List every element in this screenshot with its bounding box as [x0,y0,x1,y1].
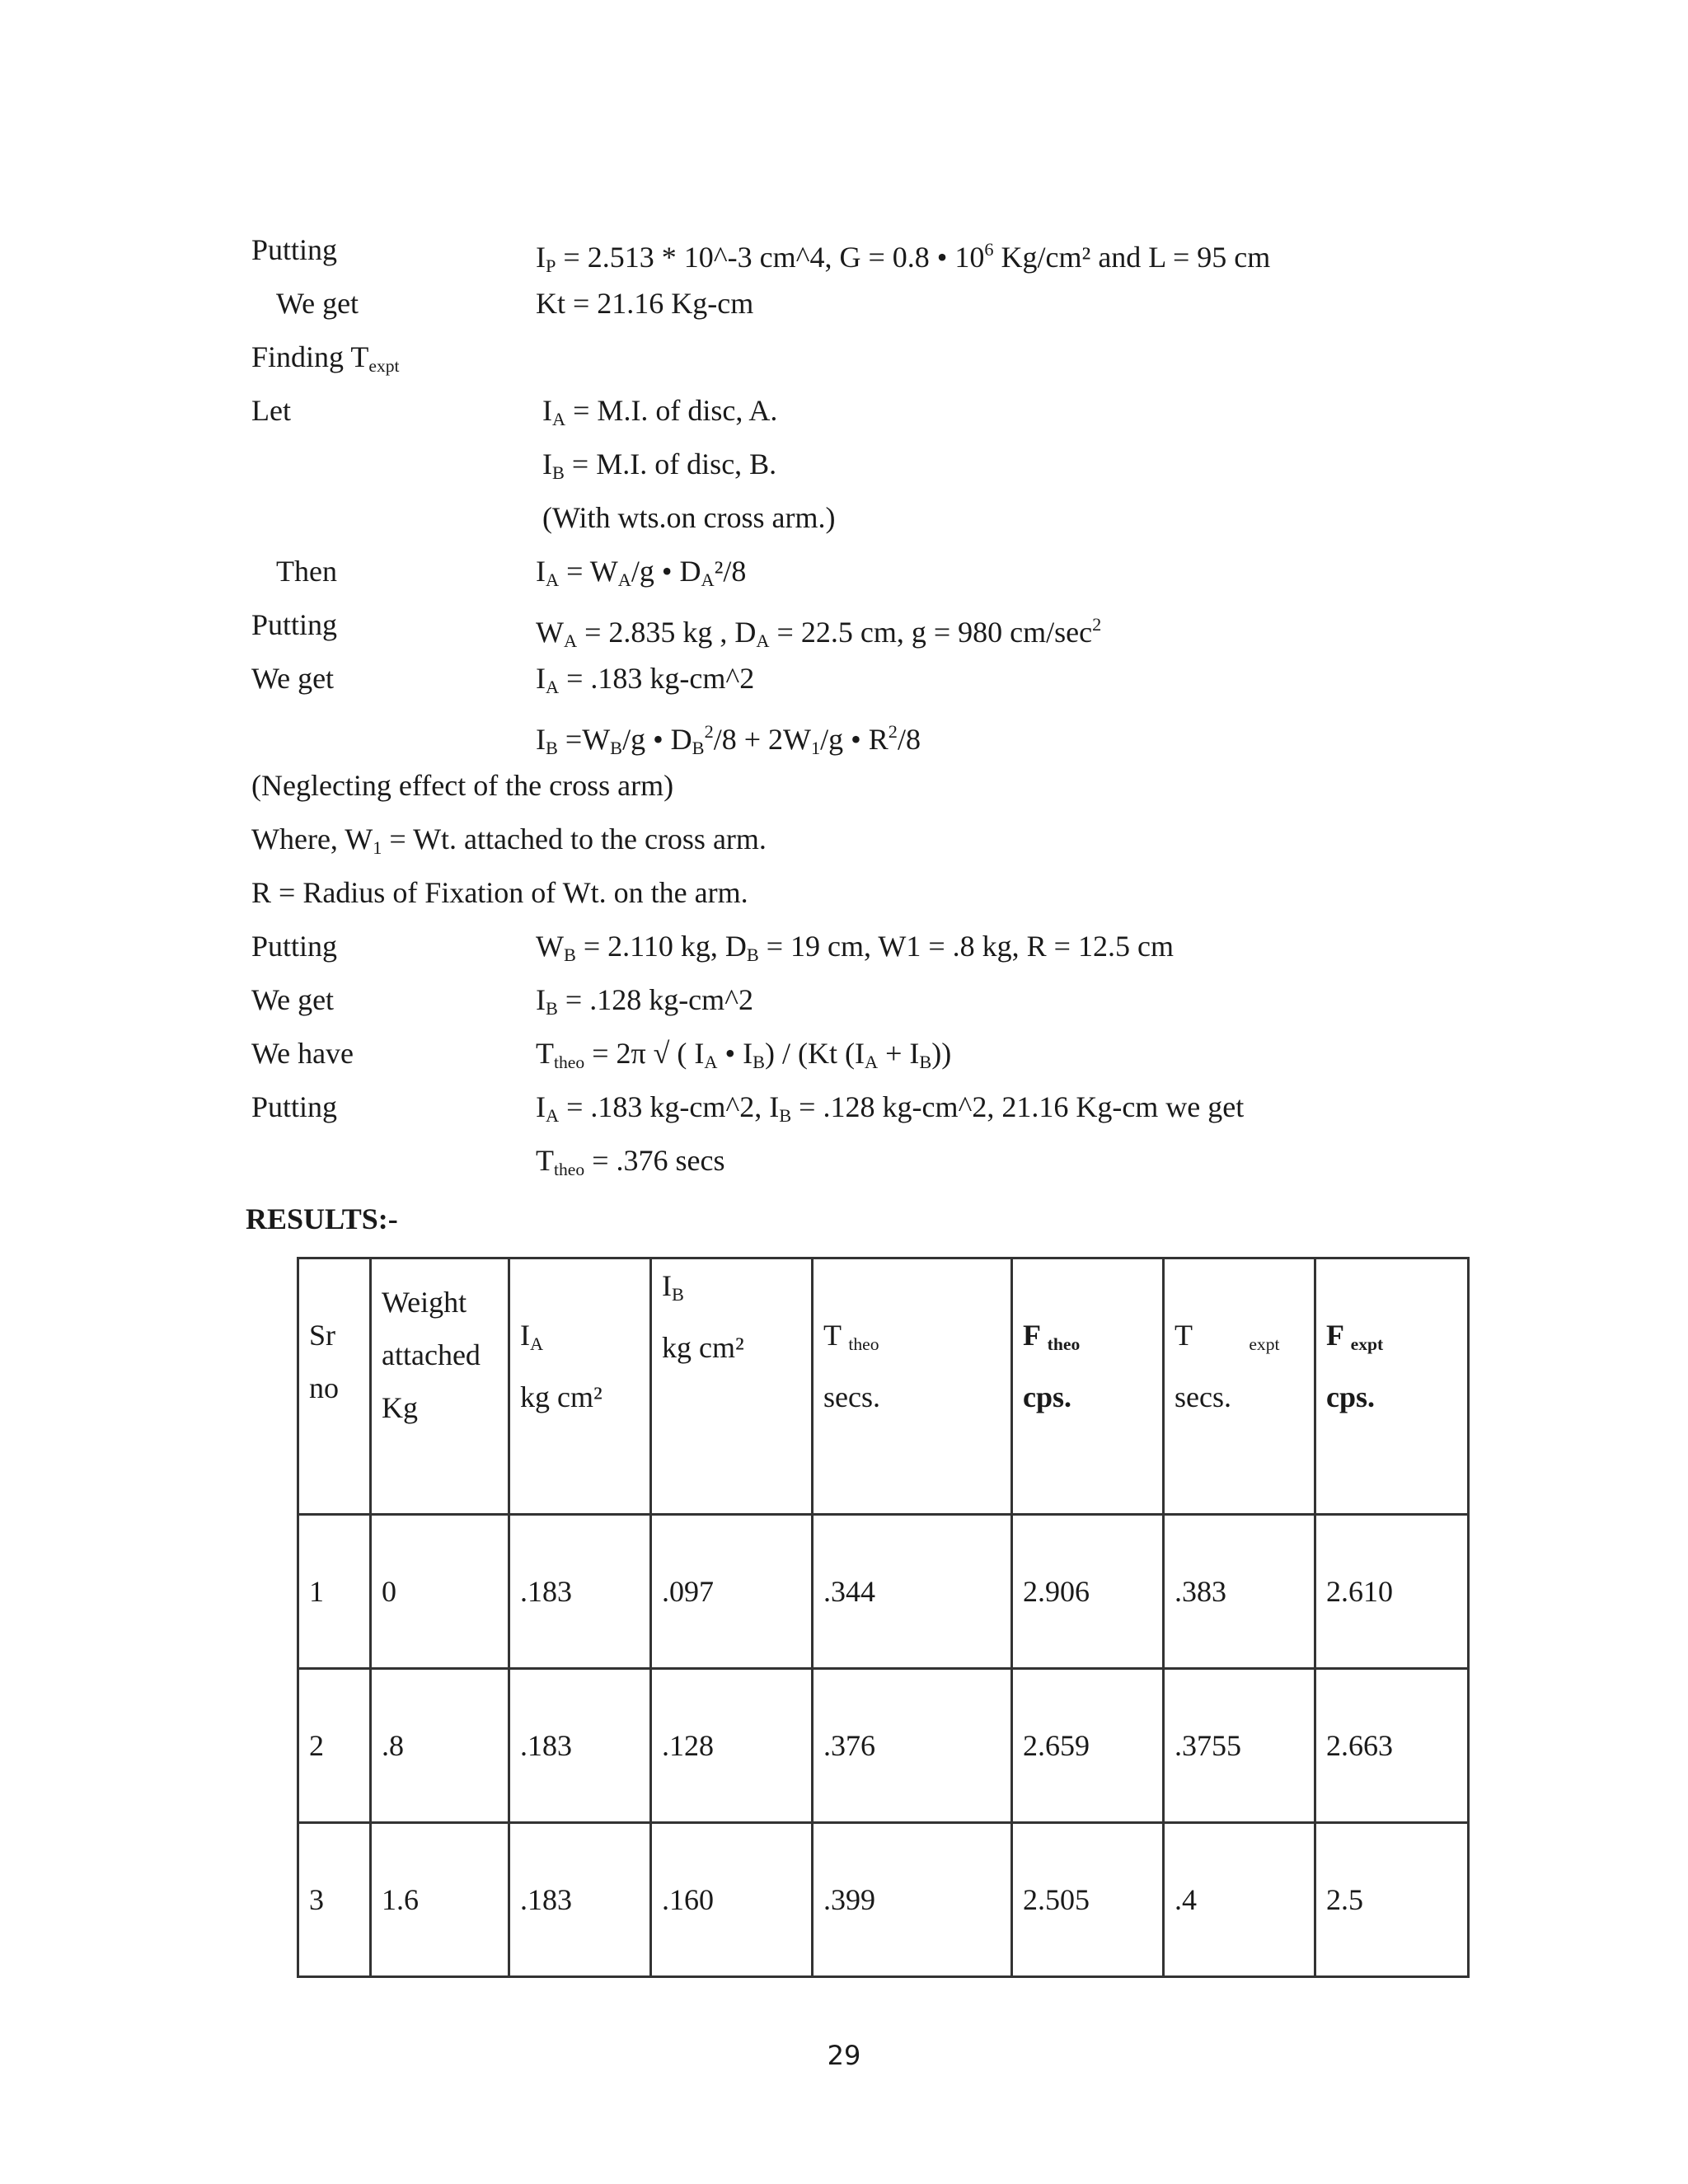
let-ib-definition: $I_B = M.I$. of disc, B. [542,448,777,483]
putting-value-4: $I_A = .183$ kg-cm^2, $I_B = .128$ kg-cm^2, 21.16 Kg-cm we get [536,1090,1245,1126]
header-f-theo: F theo cps. [1012,1258,1164,1515]
cell-f-expt: 2.610 [1315,1515,1469,1669]
putting-label-2: Putting [251,608,338,641]
page-number: 29 [827,2040,861,2071]
cell-ia: .183 [509,1669,651,1823]
cell-t-expt: .3755 [1164,1669,1315,1823]
table-row [298,1669,1469,1823]
table-header-row [298,1258,1469,1515]
cell-f-expt: 2.663 [1315,1669,1469,1823]
putting-label-4: Putting [251,1090,338,1123]
header-weight-attached: Weight attached Kg [371,1258,509,1515]
header-t-expt: T expt secs. [1164,1258,1315,1515]
cell-f-expt: 2.5 [1315,1823,1469,1977]
putting-label-1: Putting [251,233,338,266]
cell-ia: .183 [509,1515,651,1669]
cell-t-theo: .376 [813,1669,1012,1823]
results-heading: RESULTS:- [246,1202,398,1235]
cell-sr: 3 [298,1823,371,1977]
r-definition: R = Radius of Fixation of Wt. on the arm. [251,876,748,909]
ib-formula: $I_B =W_B/g$ • $D_B^2/8 + 2W_1/g$ • $R^2/8$ [536,721,921,758]
we-get-label-1: We get [276,287,359,320]
results-table [297,1257,1470,1978]
table-row [298,1515,1469,1669]
let-label: Let [251,394,291,427]
cell-weight: .8 [371,1669,509,1823]
then-formula: $I_A = W_A/g$ • $D_A^2/8$ [536,555,747,590]
header-f-expt: F expt cps. [1315,1258,1469,1515]
let-ia-definition: $I_A = M.I$. of disc, A. [542,394,778,429]
cell-f-theo: 2.659 [1012,1669,1164,1823]
cell-ib: .160 [651,1823,813,1977]
cell-sr: 1 [298,1515,371,1669]
cell-t-expt: .383 [1164,1515,1315,1669]
then-label: Then [276,555,337,588]
header-t-theo: T theo secs. [813,1258,1012,1515]
finding-t-expt: Finding Texpt [251,340,400,376]
neglecting-note: (Neglecting effect of the cross arm) [251,769,674,802]
t-theo-result: Ttheo = .376 secs [536,1144,725,1179]
we-have-label: We have [251,1037,354,1070]
with-wts-note: (With wts.on cross arm.) [542,501,836,534]
cell-weight: 0 [371,1515,509,1669]
header-ib: $I_B$ kg cm² [651,1258,813,1515]
putting-value-3: $W_B = 2.110$ kg, $D_B = 19$ cm, W1 = .8 kg, R = 12.5 cm [536,930,1174,965]
cell-f-theo: 2.505 [1012,1823,1164,1977]
cell-t-theo: .399 [813,1823,1012,1977]
putting-value-1: $I_P = 2.513$ * 10^-3 cm^4, G = 0.8 • $10^6$ Kg/cm² and L = 95 cm [536,239,1271,276]
cell-sr: 2 [298,1669,371,1823]
cell-weight: 1.6 [371,1823,509,1977]
putting-label-3: Putting [251,930,338,963]
we-get-value-2: $I_A = .183$ kg-cm^2 [536,662,755,697]
header-sr-no: Sr no [298,1258,371,1515]
t-theo-formula: Ttheo = 2π √ ( $I_A$ • $I_B) / (Kt$ $(I_A + I_B)$) [536,1037,952,1072]
header-ia: $I_A$ kg cm² [509,1258,651,1515]
cell-t-expt: .4 [1164,1823,1315,1977]
we-get-value-3: $I_B = .128$ kg-cm^2 [536,983,754,1019]
where-w1-definition: Where, $W_1 = Wt$. attached to the cross arm. [251,823,767,858]
cell-t-theo: .344 [813,1515,1012,1669]
we-get-label-3: We get [251,983,335,1016]
cell-ib: .097 [651,1515,813,1669]
we-get-value-1: Kt = 21.16 Kg-cm [536,287,754,320]
we-get-label-2: We get [251,662,335,695]
table-row [298,1823,1469,1977]
putting-value-2: $W_A = 2.835$ kg , $D_A = 22.5$ cm, g = 980 $cm/\sec^2$ [536,614,1102,651]
cell-ia: .183 [509,1823,651,1977]
cell-f-theo: 2.906 [1012,1515,1164,1669]
cell-ib: .128 [651,1669,813,1823]
